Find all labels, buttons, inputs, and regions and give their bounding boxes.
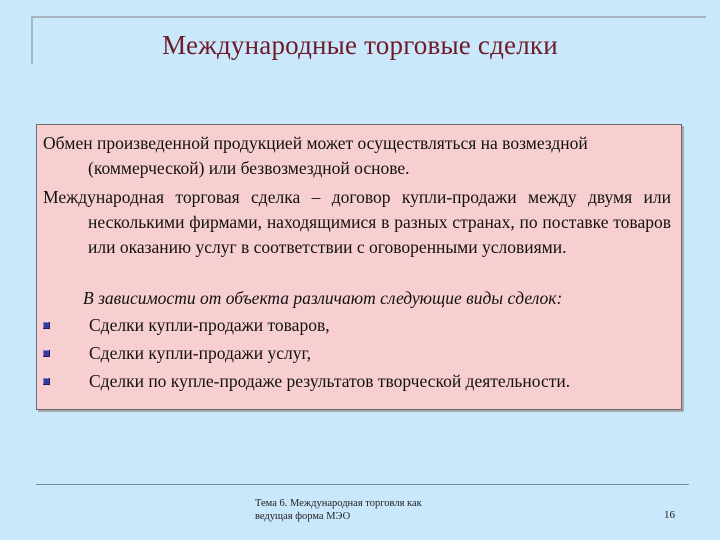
- square-bullet-icon: [43, 322, 50, 329]
- page-number: 16: [664, 509, 675, 521]
- deal-types-intro: В зависимости от объекта различают следующие виды сделок:: [83, 288, 563, 308]
- definition-text: – договор купли-продажи между двумя или несколькими фирмами, находящимися в разных странах, по поставке товаров или оказанию услуг в соответствии с оговоренными условиями.: [88, 187, 671, 257]
- paragraph-definition: [43, 185, 671, 260]
- list-item-text: Сделки купли-продажи услуг,: [89, 343, 312, 363]
- square-bullet-icon: [43, 378, 50, 385]
- list-item-text: Сделки по купле-продаже результатов творческой деятельности.: [89, 371, 571, 391]
- footer-topic: Тема 6. Международная торговля как ведущая форма МЭО: [255, 498, 422, 522]
- title-frame-top-line: [31, 16, 706, 18]
- definition-term: Международная торговая сделка: [43, 187, 301, 207]
- slide-title: Международные торговые сделки: [162, 30, 558, 60]
- square-bullet-icon: [43, 350, 50, 357]
- footer-divider: [36, 484, 689, 485]
- paragraph-exchange: Обмен произведенной продукцией может осуществляться на возмездной (коммерческой) или безвозмездной основе.: [43, 133, 588, 178]
- list-item-text: Сделки купли-продажи товаров,: [89, 315, 330, 335]
